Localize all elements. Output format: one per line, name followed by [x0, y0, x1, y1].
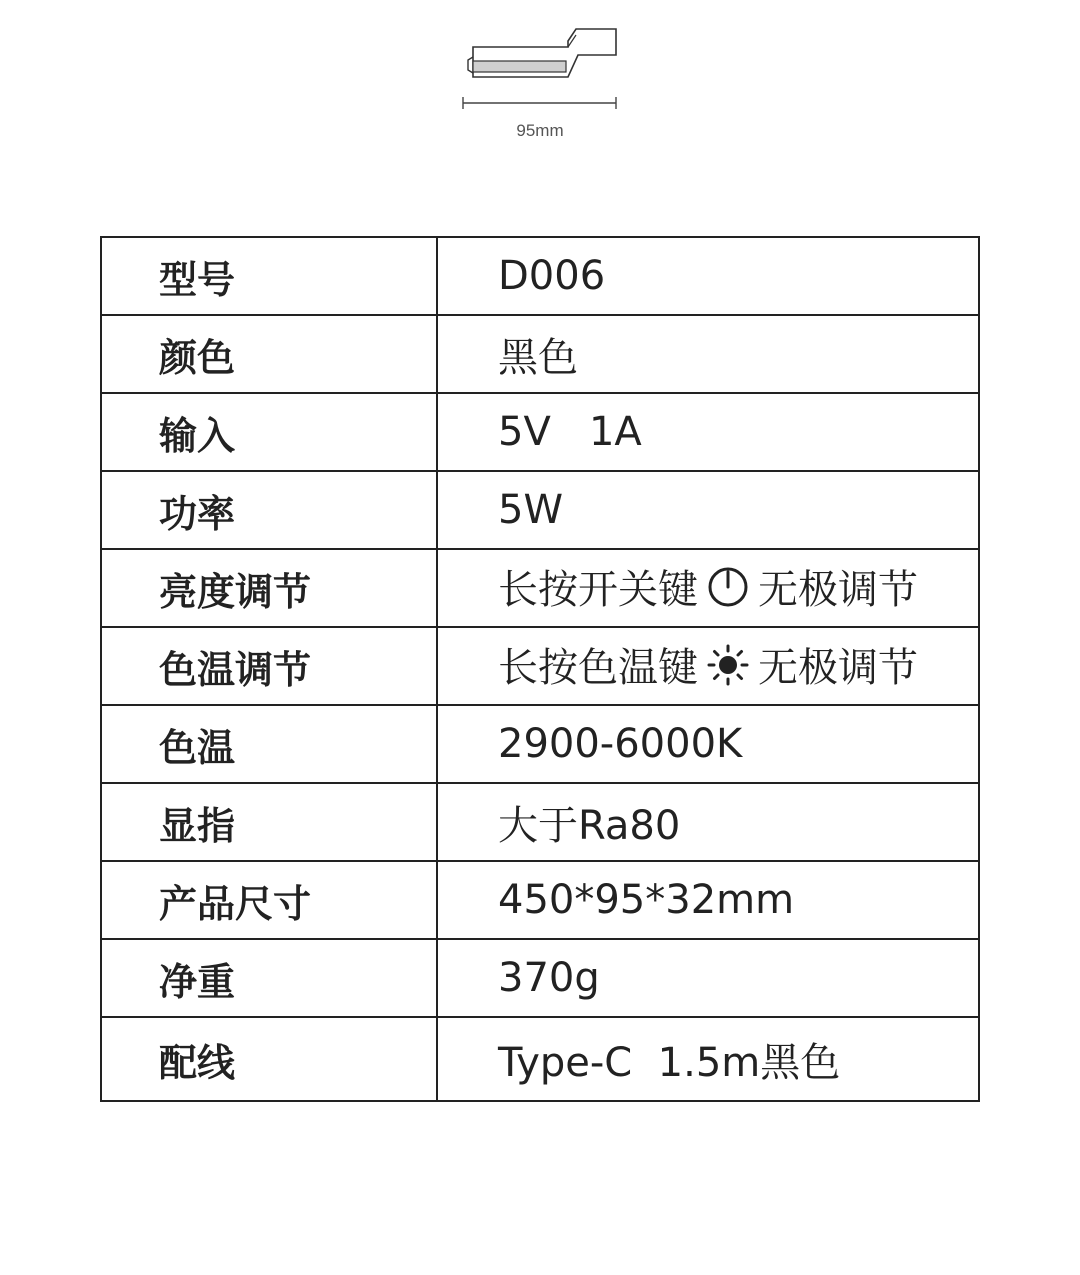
spec-table — [100, 236, 980, 1102]
spec-value: 大于Ra80 — [437, 783, 979, 861]
spec-value-text: 长按色温键 — [498, 644, 698, 691]
spec-value — [437, 549, 979, 627]
spec-label: 配线 — [101, 1017, 437, 1101]
table-row — [101, 939, 979, 1017]
table-row — [101, 393, 979, 471]
spec-label: 显指 — [101, 783, 437, 861]
table-row — [101, 1017, 979, 1101]
spec-value: 450*95*32mm — [437, 861, 979, 939]
dimension-label: 95mm — [516, 121, 564, 140]
table-row — [101, 471, 979, 549]
spec-value: 黑色 — [437, 315, 979, 393]
spec-value-text: 无极调节 — [758, 566, 918, 613]
table-row — [101, 627, 979, 705]
sun-icon — [706, 643, 750, 697]
spec-label: 颜色 — [101, 315, 437, 393]
spec-label: 型号 — [101, 237, 437, 315]
spec-value: Type-C 1.5m黑色 — [437, 1017, 979, 1101]
spec-value: 5V 1A — [437, 393, 979, 471]
spec-value: 5W — [437, 471, 979, 549]
table-row — [101, 705, 979, 783]
spec-value: 370g — [437, 939, 979, 1017]
spec-label: 色温 — [101, 705, 437, 783]
table-row — [101, 315, 979, 393]
spec-value-text: 无极调节 — [758, 644, 918, 691]
spec-label: 净重 — [101, 939, 437, 1017]
spec-label: 功率 — [101, 471, 437, 549]
spec-value-text: 长按开关键 — [498, 566, 698, 613]
table-row — [101, 783, 979, 861]
spec-label: 产品尺寸 — [101, 861, 437, 939]
spec-value: 2900-6000K — [437, 705, 979, 783]
power-icon — [706, 565, 750, 619]
table-row — [101, 237, 979, 315]
table-row — [101, 549, 979, 627]
table-row — [101, 861, 979, 939]
spec-label: 色温调节 — [101, 627, 437, 705]
spec-value — [437, 627, 979, 705]
spec-label: 亮度调节 — [101, 549, 437, 627]
spec-value: D006 — [437, 237, 979, 315]
spec-label: 输入 — [101, 393, 437, 471]
